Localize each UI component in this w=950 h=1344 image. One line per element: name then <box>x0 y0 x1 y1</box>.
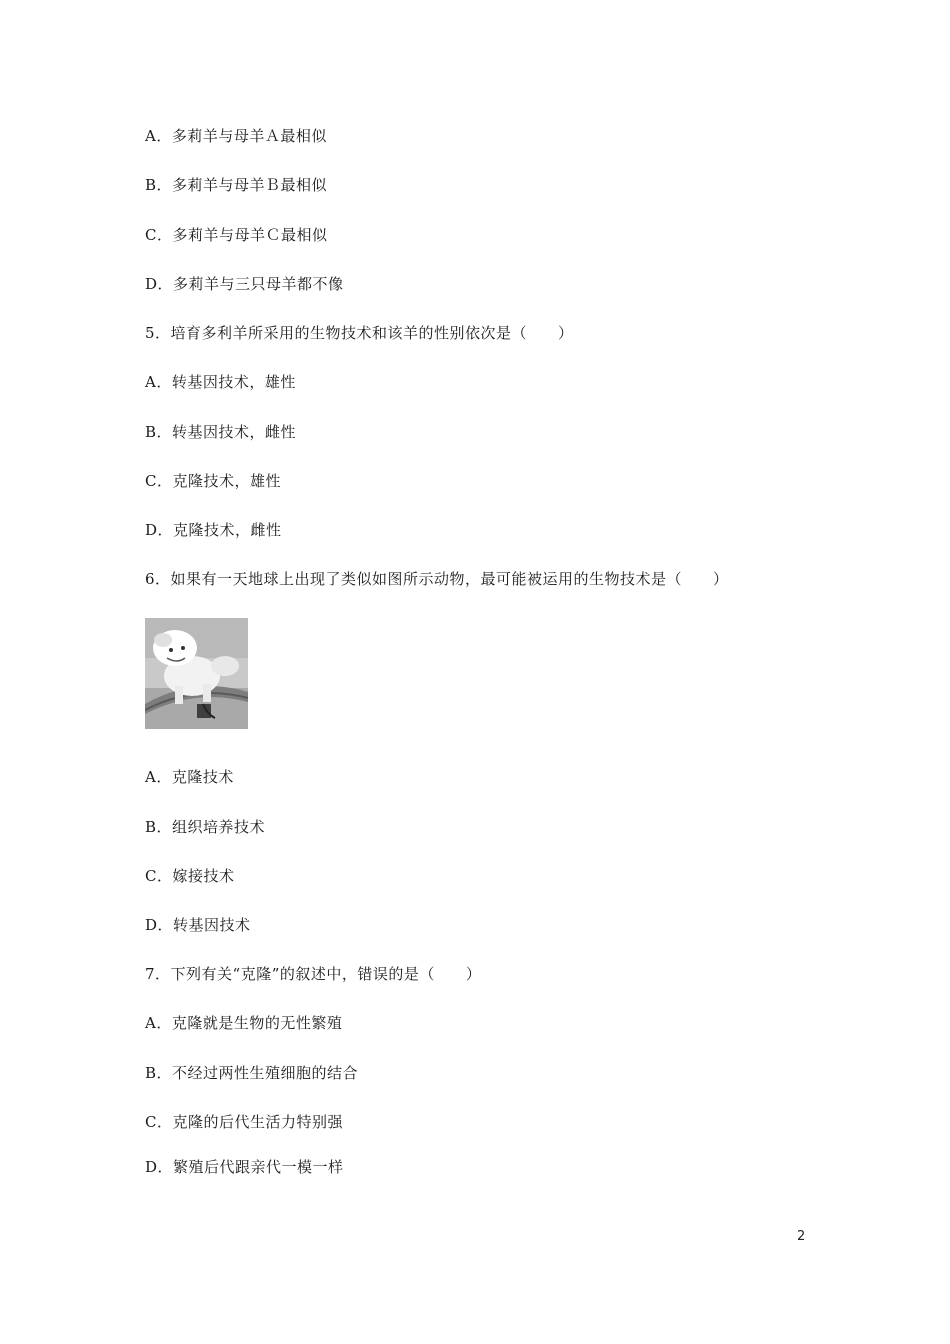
q6-stem: 6．如果有一天地球上出现了类似如图所示动物，最可能被运用的生物技术是（ ） <box>145 570 729 588</box>
q4-option-d: D．多莉羊与三只母羊都不像 <box>145 275 344 293</box>
animal-illustration <box>145 618 248 729</box>
q5-option-d: D．克隆技术，雌性 <box>145 521 282 539</box>
q6-option-b: B．组织培养技术 <box>145 818 266 836</box>
animal-figure <box>145 618 248 729</box>
q5-option-b: B．转基因技术，雌性 <box>145 423 297 441</box>
q4-option-c: C．多莉羊与母羊Ｃ最相似 <box>145 226 328 244</box>
q5-option-a: A．转基因技术，雄性 <box>145 373 296 391</box>
q7-option-a: A．克隆就是生物的无性繁殖 <box>145 1014 343 1032</box>
q6-option-d: D．转基因技术 <box>145 916 251 934</box>
q5-stem: 5．培育多利羊所采用的生物技术和该羊的性别依次是（ ） <box>145 324 574 342</box>
q6-option-c: C．嫁接技术 <box>145 867 235 885</box>
q4-option-a: A．多莉羊与母羊Ａ最相似 <box>145 127 327 145</box>
q7-option-c: C．克隆的后代生活力特别强 <box>145 1113 343 1131</box>
q7-stem: 7．下列有关“克隆”的叙述中，错误的是（ ） <box>145 965 482 983</box>
page-number: 2 <box>797 1229 806 1244</box>
q7-option-d: D．繁殖后代跟亲代一模一样 <box>145 1158 344 1176</box>
q7-option-b: B．不经过两性生殖细胞的结合 <box>145 1064 359 1082</box>
q5-option-c: C．克隆技术，雄性 <box>145 472 281 490</box>
q6-option-a: A．克隆技术 <box>145 768 234 786</box>
q4-option-b: B．多莉羊与母羊Ｂ最相似 <box>145 176 328 194</box>
